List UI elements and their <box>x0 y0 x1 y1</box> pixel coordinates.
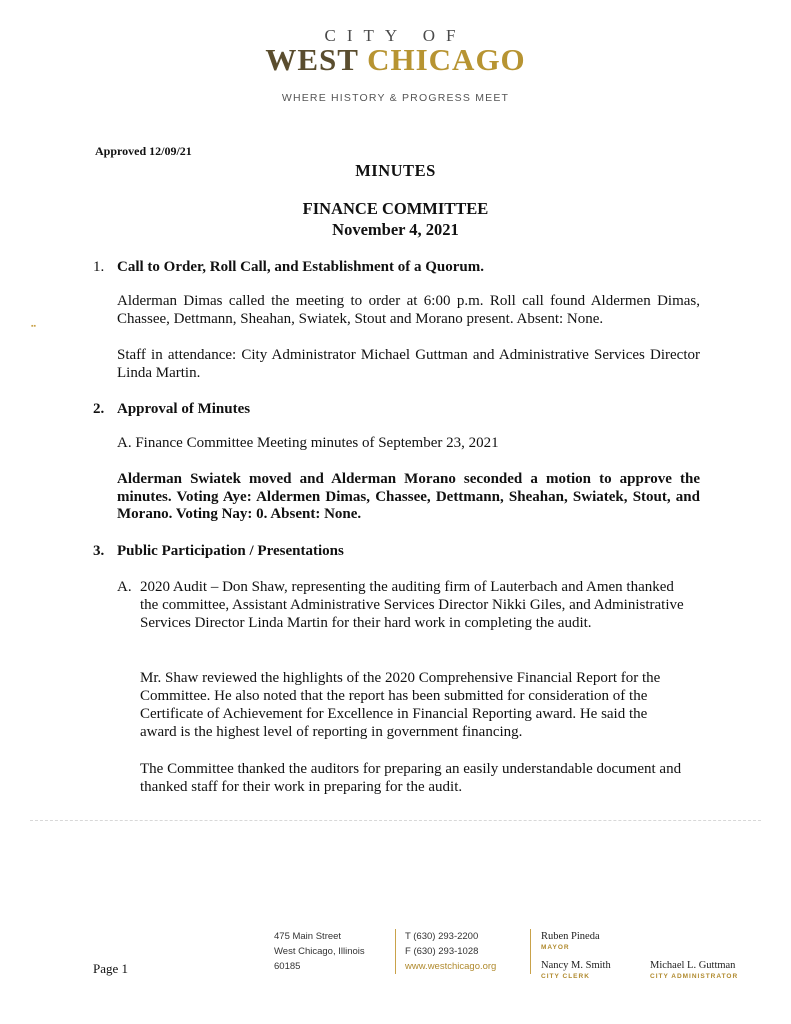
clerk-role: CITY CLERK <box>541 973 590 980</box>
phone-number: T (630) 293-2200 <box>405 931 479 942</box>
footer-contact <box>405 929 496 974</box>
motion-text: Alderman Swiatek moved and Alderman Morano seconded a motion to approve the minutes. Voting Aye: Aldermen Dimas, Chassee, Dettmann, Sheahan, Swiatek, Stout, and Morano. Voting Nay: 0. Absent: None. <box>117 471 700 522</box>
address-line: West Chicago, Illinois <box>274 946 365 957</box>
agenda-item: A. Finance Committee Meeting minutes of September 23, 2021 <box>117 435 499 451</box>
footer-officials <box>541 929 611 981</box>
fax-number: F (630) 293-1028 <box>405 946 479 957</box>
footer-administrator <box>650 958 738 981</box>
approved-date: Approved 12/09/21 <box>95 144 192 158</box>
section-paragraph: The Committee thanked the auditors for preparing an easily understandable document and thanked staff for their work in preparing for the audit. <box>140 761 682 795</box>
letterhead-logo <box>0 42 791 78</box>
committee-name: FINANCE COMMITTEE <box>302 199 489 218</box>
mayor-role: MAYOR <box>541 944 570 951</box>
section-paragraph: Staff in attendance: City Administrator Michael Guttman and Administrative Services Director Linda Martin. <box>117 347 700 381</box>
clerk-name: Nancy M. Smith <box>541 960 611 971</box>
section-heading: Call to Order, Roll Call, and Establishment of a Quorum. <box>117 259 484 275</box>
section-paragraph: Alderman Dimas called the meeting to order at 6:00 p.m. Roll call found Aldermen Dimas, Chassee, Dettmann, Sheahan, Swiatek, Stout and Morano present. Absent: None. <box>117 293 700 327</box>
page-number: Page 1 <box>93 961 129 976</box>
footer-divider <box>30 820 761 821</box>
item-label: A. <box>117 579 132 595</box>
section-heading: Approval of Minutes <box>117 401 251 417</box>
footer-address <box>274 929 365 974</box>
letterhead-chicago: CHICAGO <box>367 42 526 77</box>
section-number: 1. <box>93 259 105 275</box>
website-link[interactable]: www.westchicago.org <box>405 961 497 972</box>
administrator-name: Michael L. Guttman <box>650 960 736 971</box>
letterhead-west: WEST <box>265 42 359 77</box>
document-title: MINUTES <box>355 161 436 180</box>
margin-mark: ▪▪ <box>31 322 36 330</box>
letterhead-tagline: WHERE HISTORY & PROGRESS MEET <box>281 92 510 104</box>
section-number: 2. <box>93 401 105 417</box>
address-line: 475 Main Street <box>274 931 342 942</box>
section-paragraph: Mr. Shaw reviewed the highlights of the 2020 Comprehensive Financial Report for the Committee. He also noted that the report has been submitted for consideration of the Certificate of Achievement for Excellence in Financial Reporting award. He said the award is the highest level of reporting in government financing. <box>140 670 661 740</box>
section-heading: Public Participation / Presentations <box>117 543 344 559</box>
address-line: 60185 <box>274 961 301 972</box>
meeting-date: November 4, 2021 <box>332 220 459 239</box>
footer-separator <box>530 929 531 974</box>
section-number: 3. <box>93 543 105 559</box>
letterhead-city-of: CITY OF <box>324 26 467 45</box>
section-paragraph: 2020 Audit – Don Shaw, representing the auditing firm of Lauterbach and Amen thanked the committee, Assistant Administrative Services Director Nikki Giles, and Administrative Services Director Linda Martin for their hard work in completing the audit. <box>140 579 684 631</box>
mayor-name: Ruben Pineda <box>541 931 600 942</box>
administrator-role: CITY ADMINISTRATOR <box>650 973 739 980</box>
footer-separator <box>395 929 396 974</box>
